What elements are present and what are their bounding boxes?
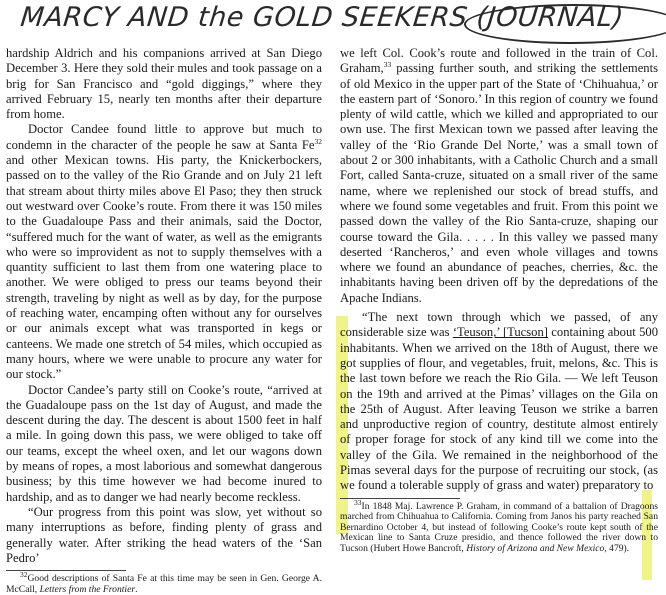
handwritten-title [18,2,663,46]
paragraph-text: and other Mexican towns. His party, the Knickerbockers, passed on to the valley of the Rio Grande and on July 21 left that stream about thirty miles above El Paso; they then struck out westward over Cooke’s route. From there it was 150 miles to the Guadaloupe Pass and their animals, said the Doctor, “suffered much for the want of water, as well as the emigrants who were so improvident as not to supply themselves with a quantity sufficient to last them from one watering place to another. We were obliged to press our teams beyond their strength, traveling by night as well as by day, for the purpose of reaching water, encamping often without any for ourselves or our animals except what was transported in kegs or canteens. We made one stretch of 54 miles, which occupied as many hours, where we were unable to procure any water for our stock.” [6,153,322,382]
footnote-italic: Letters from the Frontier [39,583,136,595]
paragraph-text: Doctor Candee found little to approve but much to condemn in the character of the people he saw at Santa Fe [6,122,322,152]
footnote-end: . [135,583,138,595]
footnote-number: 32 [20,569,28,579]
footnote [340,497,658,555]
footnote-ref: 32 [314,136,322,146]
left-column [6,46,322,595]
paragraph-text: passing further south, and striking the settlements of old Mexico in the upper part of the State of ‘Chihuahua,’ or the eastern part of ‘Sonoro.’ In this region of country we found plenty of wild cattle, which we killed and appropriated to our own use. The first Mexican town we passed after leaving the valley of the ‘Rio Grande Del Norte,’ was a small town of about 2 or 300 inhabitants, with a Catholic Church and a small Fort, called Santa-cruze, situated on a small river of the same name, where we replenished our stock of bread stuffs, and where we found some vegetables and fruit. From this point we passed down the valley of the Rio Santa-cruze, shaping our course toward the Gila. . . . . In this valley we passed many deserted ‘Rancheros,’ and even whole villages and towns where we found an abundance of peaches, cherries, &c. the inhabitants having been driven off by the depredations of the Apache Indians. [340,61,658,305]
right-column [340,46,658,555]
paragraph [340,310,658,494]
footnote [6,569,322,595]
title-text: MARCY AND the GOLD SEEKERS (JOURNAL) [19,2,626,33]
paragraph-text: “The next town through which we passed, of any considerable size was [340,310,658,340]
paragraph: hardship Aldrich and his companions arrived at San Diego December 3. Here they sold their mules and took passage on a brig for San Francisco and “gold diggings,” where they arrived February 15, nearly ten months after their departure from home. [6,46,322,122]
footnote-end: , 479). [604,542,630,554]
paragraph [6,122,322,382]
underlined-place-name: ‘Teuson,’ [Tucson] [452,325,548,340]
paragraph: “Our progress from this point was slow, yet without so many interruptions as before, finding plenty of grass and generally water. After striking the head waters of the ‘San Pedro’ [6,504,322,565]
footnote-text: Good descriptions of Santa Fe at this time may be seen in Gen. George A. McCall, [6,573,322,595]
title-circle-mark [462,4,666,44]
paragraph [340,46,658,306]
paragraph-text: containing about 500 inhabitants. When we arrived on the 18th of August, there we got supplies of flour, and vegetables, fruit, melons, &c. This is the last town before we reach the Rio Gila. — We left Teuson on the 19th and arrived at the Pimas’ villages on the Gila on the 25th of August. After leaving Teuson we strike a barren and unproductive region of country, destitute almost entirely of proper forage for stock of any kind till we come into the valley of the Gila. We remained in the neighborhood of the Pimas several days for the purpose of recruiting our stock, (as we found a tolerable supply of grass and water) preparatory to [340,325,659,493]
footnote-text: In 1848 Maj. Lawrence P. Graham, in command of a battalion of Dragoons marched from Chihuahua to California. Coming from Janos his party reached San Bernardino October 4, but instead of following Cooke’s route kept south of the Mexican line to Santa Cruze presidio, and thence followed the river down to Tucson (Hubert Howe Bancroft, [340,500,658,554]
footnote-italic: History of Arizona and New Mexico [466,542,605,554]
footnote-ref: 33 [383,60,392,70]
paragraph: Doctor Candee’s party still on Cooke’s route, “arrived at the Guadaloupe pass on the 1st day of August, and made the descent during the day. The descent is about 1500 feet in half a mile. In going down this pass, we were obliged to take off our teams, except the wheel oxen, and let our wagons down by means of ropes, a most laborious and somewhat dangerous business; by this time however we had become inured to hardship, and as to danger we had nearly become reckless. [6,382,322,504]
paragraph-text: we left Col. Cook’s route and followed in the train of Col. Graham, [340,46,658,76]
footnote-number: 33 [354,497,362,507]
